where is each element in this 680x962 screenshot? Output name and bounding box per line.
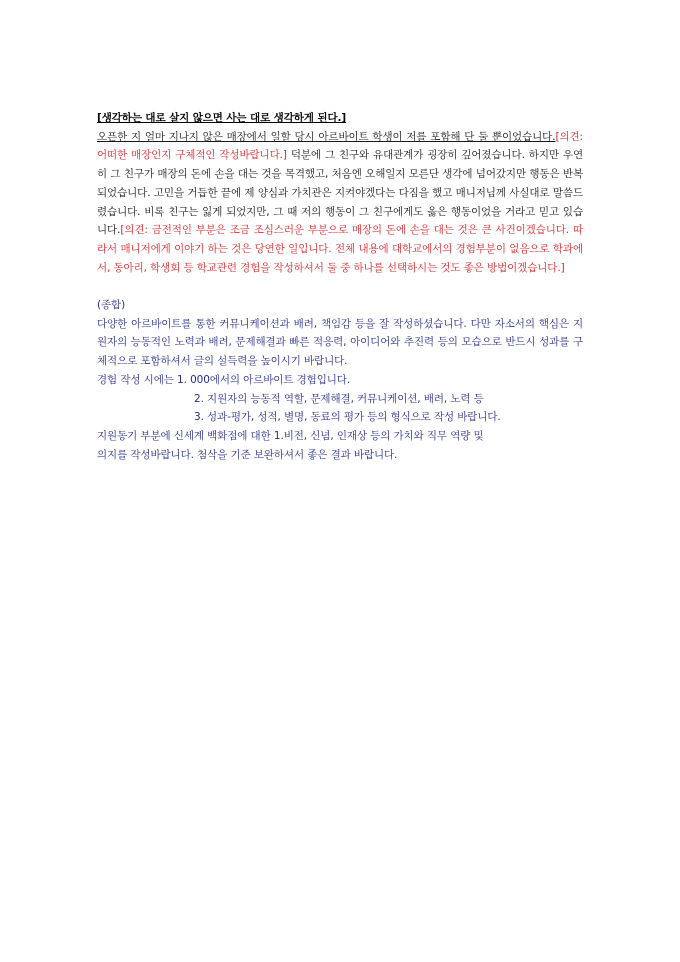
- comment-1: [의견: 어떠한 매장인지 구체적인 작성바랍니다.]: [97, 130, 583, 162]
- essay-intro: 오픈한 지 얼마 지나지 않은 매장에서 일할 당시 아르바이트 학생이 저를 포함해 단 둘 뿐이었습니다.: [97, 130, 556, 143]
- spacer: [97, 277, 583, 296]
- summary-line-1: 경험 작성 시에는 1. 000에서의 아르바이트 경험입니다.: [97, 373, 351, 386]
- summary-line-3: 3. 성과-평가, 성적, 별명, 동료의 평가 등의 형식으로 작성 바랍니다.: [194, 411, 501, 424]
- document-content: [97, 109, 583, 464]
- summary-title: (종합): [97, 299, 126, 312]
- comment-2: [의견: 금전적인 부분은 조금 조심스러운 부분으로 매장의 돈에 손을 대는 것은 큰 사건이겠습니다. 따라서 매니저에게 이야기 하는 것은 당연한 일입니다. 전체 내용에 대학교에서의 경험부분이 없음으로 학과에서, 동아리, 학생회 등 학교관련 경험을 작성하셔서 둘 중 하나를 선택하시는 것도 좋은 방법이겠습니다.]: [97, 224, 583, 274]
- summary-paragraph: 다양한 아르바이트를 통한 커뮤니케이션과 배려, 책임감 등을 잘 작성하셨습니다. 다만 자소서의 핵심은 지원자의 능동적인 노력과 배려, 문제해결과 빠른 적응력, 아이디어와 추진력 등의 모습으로 반드시 성과를 구체적으로 포함하셔서 글의 설득력을 높이시기 바랍니다.: [97, 317, 583, 368]
- essay-paragraph: [97, 128, 583, 278]
- summary-line-2: 2. 지원자의 능동적 역할, 문제해결, 커뮤니케이션, 배려, 노력 등: [194, 392, 484, 405]
- summary-line-4: 지원동기 부분에 신세계 백화점에 대한 1.비전, 신념, 인재상 등의 가치와 직무 역량 및: [97, 429, 484, 442]
- essay-heading: [생각하는 대로 살지 않으면 사는 대로 생각하게 된다.]: [97, 112, 347, 124]
- essay-body: 덕분에 그 친구와 유대관계가 굉장히 깊어졌습니다. 하지만 우연히 그 친구가 매장의 돈에 손을 대는 것을 목격했고, 처음엔 오해일지 모른단 생각에 넘어갔지만 행동은 반복되었습니다. 고민을 거듭한 끝에 제 양심과 가치관은 지켜야겠다는 다짐을 했고 매니저님께 사실대로 말씀드렸습니다. 비록 친구는 잃게 되었지만, 그 때 저의 행동이 그 친구에게도 옳은 행동이었을 거라고 믿고 있습니다.: [97, 149, 583, 237]
- summary-line-5: 의지를 작성바랍니다. 첨삭을 기준 보완하셔서 좋은 결과 바랍니다.: [97, 448, 398, 461]
